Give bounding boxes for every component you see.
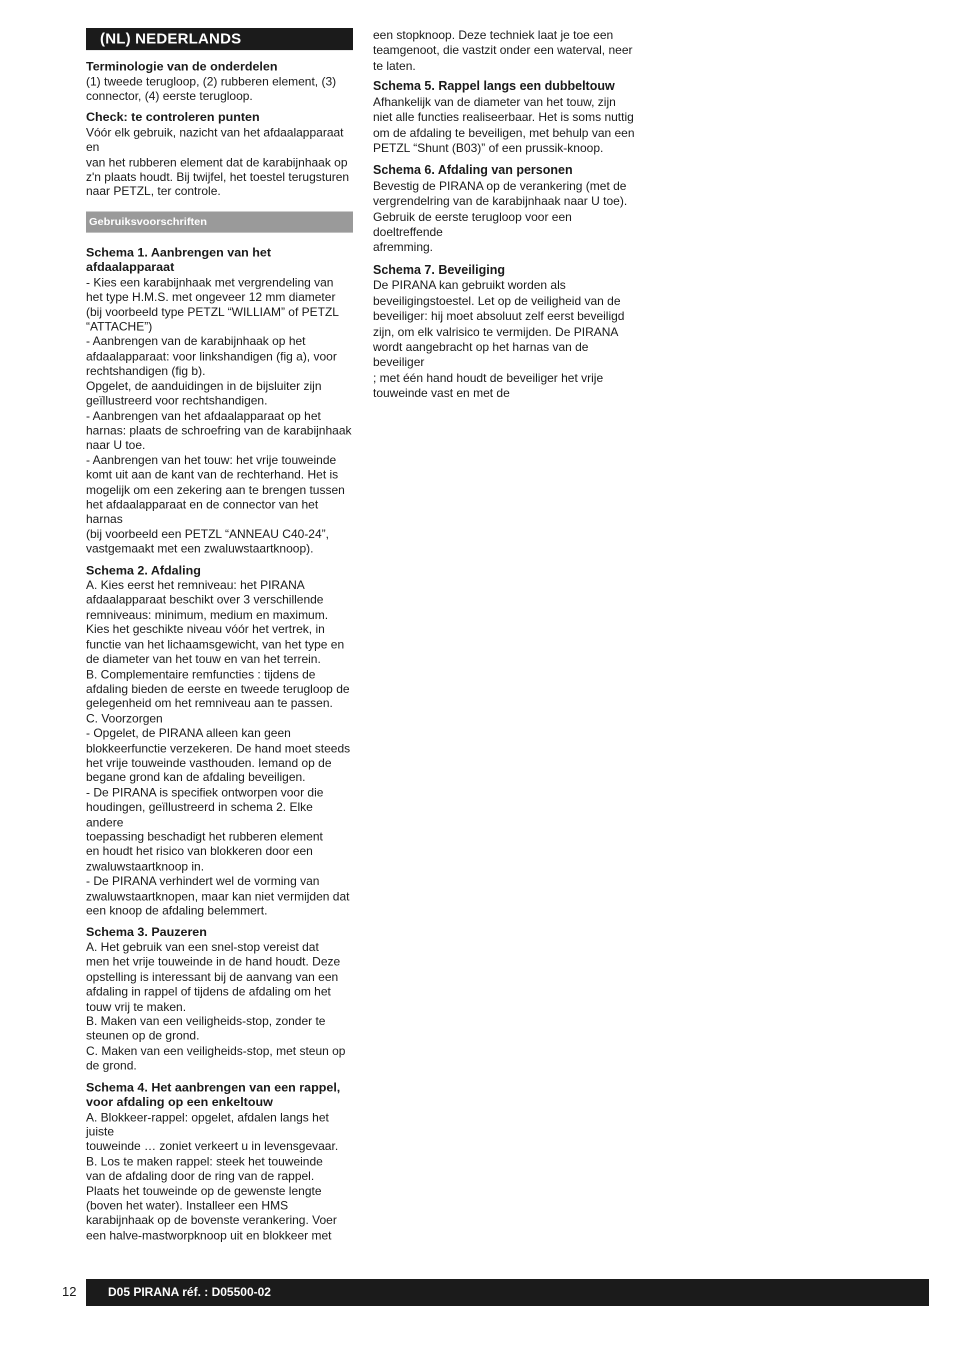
footer-reference-bar [86,1279,929,1306]
right-column [373,28,640,409]
schema-section-6 [373,163,640,256]
section-title: Schema 4. Het aanbrengen van een rappel, voor afdaling op een enkeltouw [86,1080,341,1109]
section-body: (1) tweede terugloop, (2) rubberen element, (3) connector, (4) eerste terugloop. [86,74,337,103]
schema-section-3 [86,926,353,1074]
section-title: Schema 3. Pauzeren [86,925,207,940]
section-title: Schema 2. Afdaling [86,563,201,578]
page-number: 12 [62,1284,77,1299]
section-body: A. Het gebruik van een snel-stop vereist dat men het vrije touweinde in de hand houdt. Deze opstelling is interessant bij de aanvang van een afdaling in rappel of tijdens de afdaling om het touw vrij te maken. B. Maken van een veiligheids-stop, zonder te steunen op de grond. C. Maken van een veiligheids-stop, met steun op de grond. [86,940,346,1073]
document-reference: D05 PIRANA réf. : D05500-02 [108,1285,271,1299]
section-title: Check: te controleren punten [86,110,260,125]
section-body: A. Kies eerst het remniveau: het PIRANA afdaalapparaat beschikt over 3 verschillende remniveaus: minimum, medium en maximum. Kies het geschikte niveau vóór het vertrek, in functie van het lichaamsgewicht, van het type en de diameter van het touw en van het terrein. B. Complementaire remfuncties : tijdens de afdaling bieden de eerste en tweede terugloop de gelegenheid om het remniveau aan te passen. C. Voorzorgen - Opgelet, de PIRANA alleen kan geen blokkeerfunctie verzekeren. De hand moet steeds het vrije touweinde vasthouden. Iemand op de begane grond kan de afdaling beveiligen. - De PIRANA is specifiek ontworpen voor die houdingen, geïllustreerd in schema 2. Elke andere toepassing beschadigt het rubberen element en houdt het risico van blokkeren door een zwaluwstaartknoop in. - De PIRANA verhindert wel de vorming van zwaluwstaartknopen, maar kan niet vermijden dat een knoop de afdaling belemmert. [86,578,351,918]
section-title: Schema 6. Afdaling van personen [373,163,573,178]
language-header: (NL) NEDERLANDS [86,28,353,50]
schema-section-2 [86,564,353,919]
section-title: Schema 7. Beveiliging [373,262,505,277]
section-title: Schema 1. Aanbrengen van het afdaalapparaat [86,245,272,275]
usage-subheader: Gebruiksvoorschriften [86,211,353,232]
section-title: Terminologie van de onderdelen [86,59,278,74]
section-body: Afhankelijk van de diameter van het touw, zijn niet alle functies realiseerbaar. Het is soms nuttig om de afdaling te beveiligen, met behulp van een PETZL “Shunt (B03)” of een prussik-knoop. [373,94,635,155]
left-column [86,28,353,1250]
schema-section-7 [373,263,640,402]
schema-section-5 [373,79,640,156]
continued-text: een stopknoop. Deze techniek laat je toe een teamgenoot, die vastzit onder een waterval, neer te laten. [373,28,633,73]
section-body: A. Blokkeer-rappel: opgelet, afdalen langs het juiste touweinde … zoniet verkeert u in levensgevaar. B. Los te maken rappel: steek het touweinde van de afdaling door de ring van de rappel. Plaats het touweinde op de gewenste lengte (boven het water). Installeer een HMS karabijnhaak op de bovenste verankering. Voer een halve-mastworpknoop uit en blokkeer met [86,1110,339,1243]
schema-section-4 [86,1080,353,1243]
section-body: Bevestig de PIRANA op de verankering (met de vergrendelring van de karabijnhaak naar U toe). Gebruik de eerste terugloop voor een doeltreffende afremming. [373,178,628,255]
section-terminology [86,60,353,104]
section-body: - Kies een karabijnhaak met vergrendeling van het type H.M.S. met ongeveer 12 mm diameter (bij voorbeeld type PETZL “WILLIAM” of PETZL “ATTACHE”) - Aanbrengen van de karabijnhaak op het afdaalapparaat: voor linkshandigen (fig a), voor rechtshandigen (fig b). Opgelet, de aanduidingen in de bijsluiter zijn geïllustreerd voor rechtshandigen. - Aanbrengen van het afdaalapparaat op het harnas: plaats de schroefring van de karabijnhaak naar U toe. - Aanbrengen van het touw: het vrije touweinde komt uit aan de kant van de rechterhand. Het is mogelijk om een zekering aan te brengen tussen het afdaalapparaat en de connector van het harnas (bij voorbeeld een PETZL “ANNEAU C40-24”, vastgemaakt met een zwaluwstaartknoop). [86,275,352,556]
section-body: Vóór elk gebruik, nazicht van het afdaalapparaat en van het rubberen element dat de karabijnhaak op z'n plaats houdt. Bij twijfel, het toestel terugsturen naar PETZL, ter controle. [86,125,350,199]
section-title: Schema 5. Rappel langs een dubbeltouw [373,79,615,94]
section-body: De PIRANA kan gebruikt worden als beveiligingstoestel. Let op de veiligheid van de beveiliger: hij moet absoluut zelf eerst beveiligd zijn, om elk valrisico te vermijden. De PIRANA wordt aangebracht op het harnas van de beveiliger ; met één hand houdt de beveiliger het vrije touweinde vast en met de [373,278,625,401]
section-check [86,111,353,200]
schema-section-1 [86,246,353,557]
